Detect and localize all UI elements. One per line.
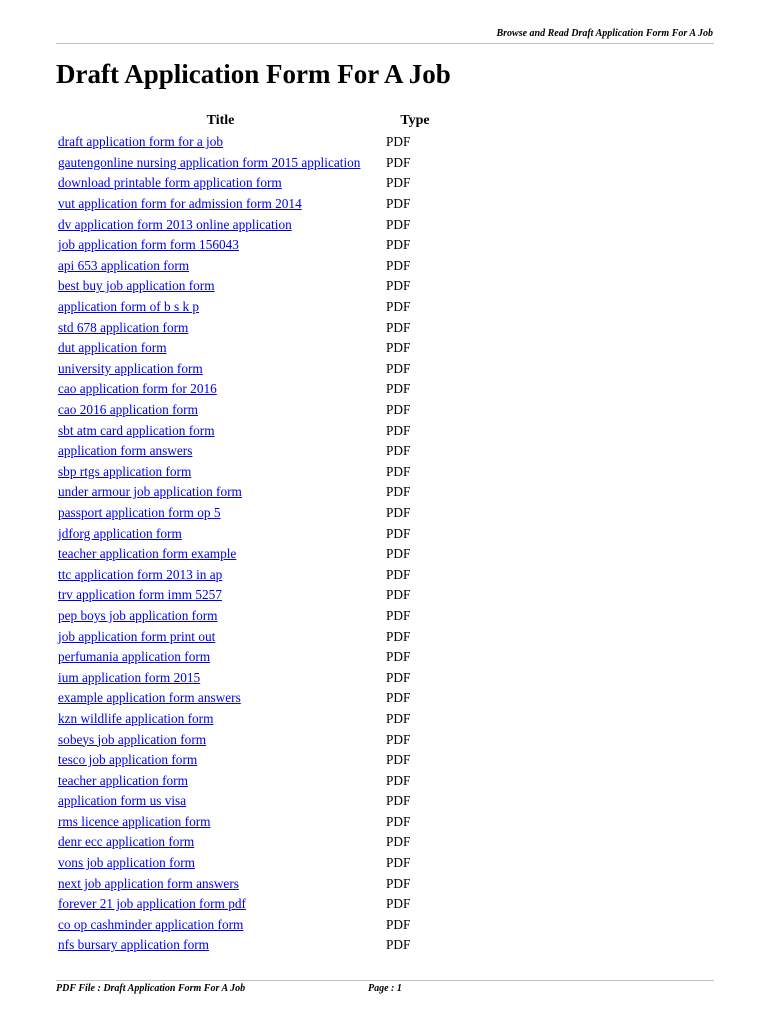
table-row bbox=[58, 709, 445, 730]
document-link[interactable]: cao application form for 2016 bbox=[58, 381, 217, 397]
file-type-label: PDF bbox=[386, 443, 411, 459]
file-type-label: PDF bbox=[386, 216, 411, 232]
document-link[interactable]: application form answers bbox=[58, 443, 193, 459]
table-row bbox=[58, 297, 445, 318]
document-link[interactable]: best buy job application form bbox=[58, 278, 215, 294]
running-header: Browse and Read Draft Application Form For A Job bbox=[496, 28, 713, 39]
file-type-label: PDF bbox=[386, 484, 411, 500]
table-row bbox=[58, 523, 445, 544]
document-link[interactable]: std 678 application form bbox=[58, 319, 189, 335]
table-row bbox=[58, 915, 445, 936]
document-link[interactable]: passport application form op 5 bbox=[58, 504, 221, 520]
table-row bbox=[58, 873, 445, 894]
file-type-label: PDF bbox=[386, 710, 411, 726]
table-row bbox=[58, 132, 445, 153]
document-link[interactable]: dut application form bbox=[58, 340, 167, 356]
table-row bbox=[58, 400, 445, 421]
document-listing-table bbox=[58, 110, 445, 956]
table-row bbox=[58, 214, 445, 235]
document-link[interactable]: trv application form imm 5257 bbox=[58, 587, 222, 603]
document-link[interactable]: api 653 application form bbox=[58, 257, 190, 273]
document-link[interactable]: forever 21 job application form pdf bbox=[58, 896, 246, 912]
table-row bbox=[58, 853, 445, 874]
file-type-label: PDF bbox=[386, 422, 411, 438]
table-row bbox=[58, 935, 445, 956]
document-link[interactable]: application form of b s k p bbox=[58, 299, 200, 315]
file-type-label: PDF bbox=[386, 834, 411, 850]
document-link[interactable]: job application form form 156043 bbox=[58, 237, 239, 253]
table-row bbox=[58, 173, 445, 194]
table-row bbox=[58, 359, 445, 380]
file-type-label: PDF bbox=[386, 196, 411, 212]
file-type-label: PDF bbox=[386, 525, 411, 541]
file-type-label: PDF bbox=[386, 299, 411, 315]
table-row bbox=[58, 791, 445, 812]
header-divider bbox=[56, 43, 714, 44]
document-link[interactable]: kzn wildlife application form bbox=[58, 710, 214, 726]
document-link[interactable]: ium application form 2015 bbox=[58, 669, 201, 685]
file-type-label: PDF bbox=[386, 669, 411, 685]
file-type-label: PDF bbox=[386, 937, 411, 953]
document-link[interactable]: next job application form answers bbox=[58, 875, 239, 891]
file-type-label: PDF bbox=[386, 381, 411, 397]
document-link[interactable]: jdforg application form bbox=[58, 525, 182, 541]
file-type-label: PDF bbox=[386, 463, 411, 479]
file-type-label: PDF bbox=[386, 855, 411, 871]
file-type-label: PDF bbox=[386, 752, 411, 768]
file-type-label: PDF bbox=[386, 340, 411, 356]
table-row bbox=[58, 564, 445, 585]
table-row bbox=[58, 482, 445, 503]
table-row bbox=[58, 441, 445, 462]
document-link[interactable]: perfumania application form bbox=[58, 649, 211, 665]
file-type-label: PDF bbox=[386, 504, 411, 520]
table-row bbox=[58, 585, 445, 606]
table-row bbox=[58, 606, 445, 627]
document-link[interactable]: application form us visa bbox=[58, 793, 187, 809]
file-type-label: PDF bbox=[386, 628, 411, 644]
file-type-label: PDF bbox=[386, 813, 411, 829]
table-body bbox=[58, 132, 445, 956]
table-row bbox=[58, 626, 445, 647]
document-link[interactable]: draft application form for a job bbox=[58, 134, 224, 150]
document-link[interactable]: job application form print out bbox=[58, 628, 216, 644]
table-row bbox=[58, 379, 445, 400]
document-link[interactable]: vut application form for admission form 2014 bbox=[58, 196, 302, 212]
file-type-label: PDF bbox=[386, 360, 411, 376]
table-row bbox=[58, 667, 445, 688]
file-type-label: PDF bbox=[386, 607, 411, 623]
file-type-label: PDF bbox=[386, 257, 411, 273]
document-link[interactable]: ttc application form 2013 in ap bbox=[58, 566, 223, 582]
file-type-label: PDF bbox=[386, 154, 411, 170]
document-link[interactable]: sobeys job application form bbox=[58, 731, 207, 747]
file-type-label: PDF bbox=[386, 731, 411, 747]
table-row bbox=[58, 729, 445, 750]
document-link[interactable]: rms licence application form bbox=[58, 813, 211, 829]
table-row bbox=[58, 317, 445, 338]
table-row bbox=[58, 544, 445, 565]
table-header-row bbox=[58, 110, 445, 132]
document-link[interactable]: teacher application form example bbox=[58, 546, 237, 562]
table-row bbox=[58, 338, 445, 359]
file-type-label: PDF bbox=[386, 175, 411, 191]
column-header-type: Type bbox=[400, 113, 430, 128]
document-title: Draft Application Form For A Job bbox=[56, 59, 451, 89]
document-link[interactable]: vons job application form bbox=[58, 855, 196, 871]
file-type-label: PDF bbox=[386, 896, 411, 912]
document-link[interactable]: under armour job application form bbox=[58, 484, 242, 500]
document-link[interactable]: example application form answers bbox=[58, 690, 241, 706]
table-row bbox=[58, 894, 445, 915]
document-link[interactable]: sbp rtgs application form bbox=[58, 463, 192, 479]
document-link[interactable]: cao 2016 application form bbox=[58, 402, 198, 418]
file-type-label: PDF bbox=[386, 649, 411, 665]
footer-page-number: Page : 1 bbox=[368, 983, 402, 994]
document-link[interactable]: denr ecc application form bbox=[58, 834, 195, 850]
document-link[interactable]: tesco job application form bbox=[58, 752, 198, 768]
column-header-title: Title bbox=[206, 113, 235, 128]
table-row bbox=[58, 688, 445, 709]
file-type-label: PDF bbox=[386, 546, 411, 562]
document-link[interactable]: download printable form application form bbox=[58, 175, 282, 191]
document-link[interactable]: pep boys job application form bbox=[58, 607, 218, 623]
file-type-label: PDF bbox=[386, 134, 411, 150]
table-row bbox=[58, 647, 445, 668]
document-link[interactable]: gautengonline nursing application form 2015 application bbox=[58, 154, 361, 170]
file-type-label: PDF bbox=[386, 587, 411, 603]
table-row bbox=[58, 153, 445, 174]
table-row bbox=[58, 276, 445, 297]
file-type-label: PDF bbox=[386, 237, 411, 253]
file-type-label: PDF bbox=[386, 402, 411, 418]
document-link[interactable]: co op cashminder application form bbox=[58, 916, 244, 932]
table-row bbox=[58, 832, 445, 853]
file-type-label: PDF bbox=[386, 793, 411, 809]
table-row bbox=[58, 770, 445, 791]
table-row bbox=[58, 750, 445, 771]
file-type-label: PDF bbox=[386, 690, 411, 706]
file-type-label: PDF bbox=[386, 875, 411, 891]
document-link[interactable]: university application form bbox=[58, 360, 203, 376]
document-link[interactable]: nfs bursary application form bbox=[58, 937, 210, 953]
file-type-label: PDF bbox=[386, 916, 411, 932]
table-row bbox=[58, 812, 445, 833]
file-type-label: PDF bbox=[386, 278, 411, 294]
file-type-label: PDF bbox=[386, 772, 411, 788]
table-row bbox=[58, 462, 445, 483]
table-row bbox=[58, 256, 445, 277]
footer-divider bbox=[56, 980, 714, 981]
footer-file-label: PDF File : Draft Application Form For A Job bbox=[56, 983, 246, 994]
table-row bbox=[58, 420, 445, 441]
table-row bbox=[58, 194, 445, 215]
document-link[interactable]: dv application form 2013 online application bbox=[58, 216, 292, 232]
file-type-label: PDF bbox=[386, 566, 411, 582]
file-type-label: PDF bbox=[386, 319, 411, 335]
table-row bbox=[58, 235, 445, 256]
document-link[interactable]: teacher application form bbox=[58, 772, 188, 788]
table-row bbox=[58, 503, 445, 524]
document-link[interactable]: sbt atm card application form bbox=[58, 422, 215, 438]
